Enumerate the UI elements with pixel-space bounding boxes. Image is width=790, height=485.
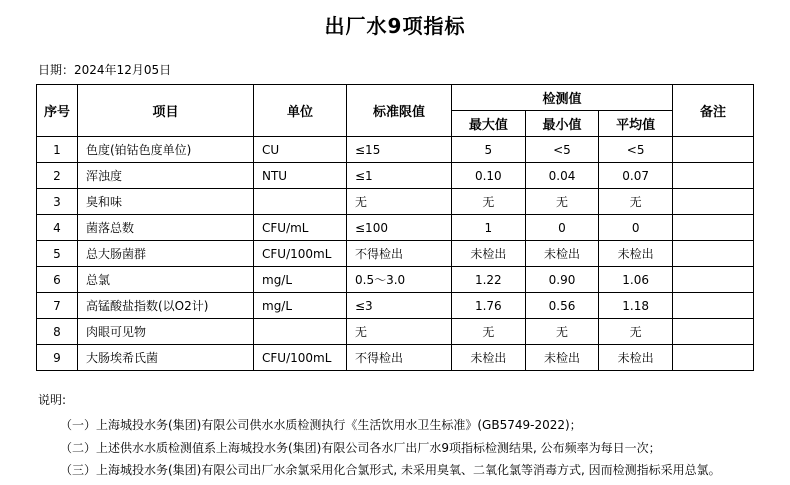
- cell-avg: 无: [599, 189, 673, 215]
- cell-unit: CFU/100mL: [254, 345, 347, 371]
- page-title: 出厂水9项指标: [324, 14, 466, 38]
- cell-item: 总大肠菌群: [78, 241, 254, 267]
- cell-remark: [673, 293, 754, 319]
- cell-max: 5: [452, 137, 526, 163]
- date-value: 2024年12月05日: [74, 63, 172, 77]
- cell-max: 未检出: [452, 345, 526, 371]
- cell-max: 无: [452, 189, 526, 215]
- cell-item: 浑浊度: [78, 163, 254, 189]
- cell-no: 3: [37, 189, 78, 215]
- header-item: 项目: [78, 85, 254, 137]
- header-min: 最小值: [525, 111, 599, 137]
- cell-unit: [254, 319, 347, 345]
- cell-avg: 无: [599, 319, 673, 345]
- cell-min: 未检出: [525, 241, 599, 267]
- header-no: 序号: [37, 85, 78, 137]
- cell-no: 9: [37, 345, 78, 371]
- cell-avg: 未检出: [599, 241, 673, 267]
- note-line: （一）上海城投水务(集团)有限公司供水水质检测执行《生活饮用水卫生标准》(GB5749-2022)；: [60, 417, 582, 432]
- cell-limit: 无: [347, 319, 452, 345]
- table-row: [37, 163, 754, 189]
- header-unit: 单位: [254, 85, 347, 137]
- table-head: [37, 85, 754, 137]
- cell-limit: 不得检出: [347, 345, 452, 371]
- cell-limit: 无: [347, 189, 452, 215]
- cell-limit: 不得检出: [347, 241, 452, 267]
- cell-max: 无: [452, 319, 526, 345]
- cell-unit: [254, 189, 347, 215]
- cell-min: 无: [525, 189, 599, 215]
- water-quality-table: [36, 84, 754, 371]
- header-max: 最大值: [452, 111, 526, 137]
- table-body: [37, 137, 754, 371]
- cell-no: 2: [37, 163, 78, 189]
- cell-item: 色度(铂钴色度单位): [78, 137, 254, 163]
- cell-max: 1.76: [452, 293, 526, 319]
- note-line: （二）上述供水水质检测值系上海城投水务(集团)有限公司各水厂出厂水9项指标检测结果, 公布频率为每日一次；: [60, 440, 661, 455]
- table-row: [37, 137, 754, 163]
- cell-max: 1.22: [452, 267, 526, 293]
- cell-item: 高锰酸盐指数(以O2计): [78, 293, 254, 319]
- cell-max: 1: [452, 215, 526, 241]
- table-header-row-1: [37, 85, 754, 111]
- cell-no: 8: [37, 319, 78, 345]
- cell-no: 6: [37, 267, 78, 293]
- table-row: [37, 267, 754, 293]
- header-avg: 平均值: [599, 111, 673, 137]
- note-line: （三）上海城投水务(集团)有限公司出厂水余氯采用化合氯形式, 未采用臭氧、二氧化氯等消毒方式, 因而检测指标采用总氯。: [60, 463, 721, 478]
- cell-no: 5: [37, 241, 78, 267]
- cell-avg: <5: [599, 137, 673, 163]
- cell-limit: ≤1: [347, 163, 452, 189]
- cell-remark: [673, 241, 754, 267]
- cell-remark: [673, 319, 754, 345]
- cell-item: 肉眼可见物: [78, 319, 254, 345]
- cell-unit: CFU/100mL: [254, 241, 347, 267]
- cell-no: 4: [37, 215, 78, 241]
- table-row: [37, 241, 754, 267]
- cell-no: 1: [37, 137, 78, 163]
- cell-limit: 0.5～3.0: [347, 267, 452, 293]
- cell-limit: ≤3: [347, 293, 452, 319]
- cell-unit: mg/L: [254, 267, 347, 293]
- cell-limit: ≤100: [347, 215, 452, 241]
- cell-remark: [673, 163, 754, 189]
- cell-remark: [673, 345, 754, 371]
- notes-title: 说明:: [38, 393, 67, 407]
- cell-min: 0.04: [525, 163, 599, 189]
- cell-unit: CU: [254, 137, 347, 163]
- cell-avg: 未检出: [599, 345, 673, 371]
- header-measured: 检测值: [452, 85, 673, 111]
- cell-remark: [673, 215, 754, 241]
- report-date: [38, 61, 790, 78]
- table-row: [37, 319, 754, 345]
- cell-unit: mg/L: [254, 293, 347, 319]
- cell-remark: [673, 137, 754, 163]
- cell-remark: [673, 189, 754, 215]
- table-row: [37, 345, 754, 371]
- cell-unit: NTU: [254, 163, 347, 189]
- table-row: [37, 293, 754, 319]
- header-remark: 备注: [673, 85, 754, 137]
- cell-min: 0.90: [525, 267, 599, 293]
- table-row: [37, 215, 754, 241]
- notes-section: [38, 389, 790, 482]
- header-limit: 标准限值: [347, 85, 452, 137]
- cell-item: 菌落总数: [78, 215, 254, 241]
- cell-max: 未检出: [452, 241, 526, 267]
- cell-unit: CFU/mL: [254, 215, 347, 241]
- table-container: [36, 84, 754, 371]
- cell-remark: [673, 267, 754, 293]
- cell-min: 0: [525, 215, 599, 241]
- cell-avg: 0.07: [599, 163, 673, 189]
- table-row: [37, 189, 754, 215]
- cell-no: 7: [37, 293, 78, 319]
- cell-avg: 1.06: [599, 267, 673, 293]
- cell-max: 0.10: [452, 163, 526, 189]
- cell-min: <5: [525, 137, 599, 163]
- cell-limit: ≤15: [347, 137, 452, 163]
- cell-min: 0.56: [525, 293, 599, 319]
- date-label: 日期：: [38, 63, 75, 77]
- cell-avg: 0: [599, 215, 673, 241]
- cell-min: 无: [525, 319, 599, 345]
- cell-avg: 1.18: [599, 293, 673, 319]
- cell-min: 未检出: [525, 345, 599, 371]
- cell-item: 大肠埃希氏菌: [78, 345, 254, 371]
- cell-item: 臭和味: [78, 189, 254, 215]
- cell-item: 总氯: [78, 267, 254, 293]
